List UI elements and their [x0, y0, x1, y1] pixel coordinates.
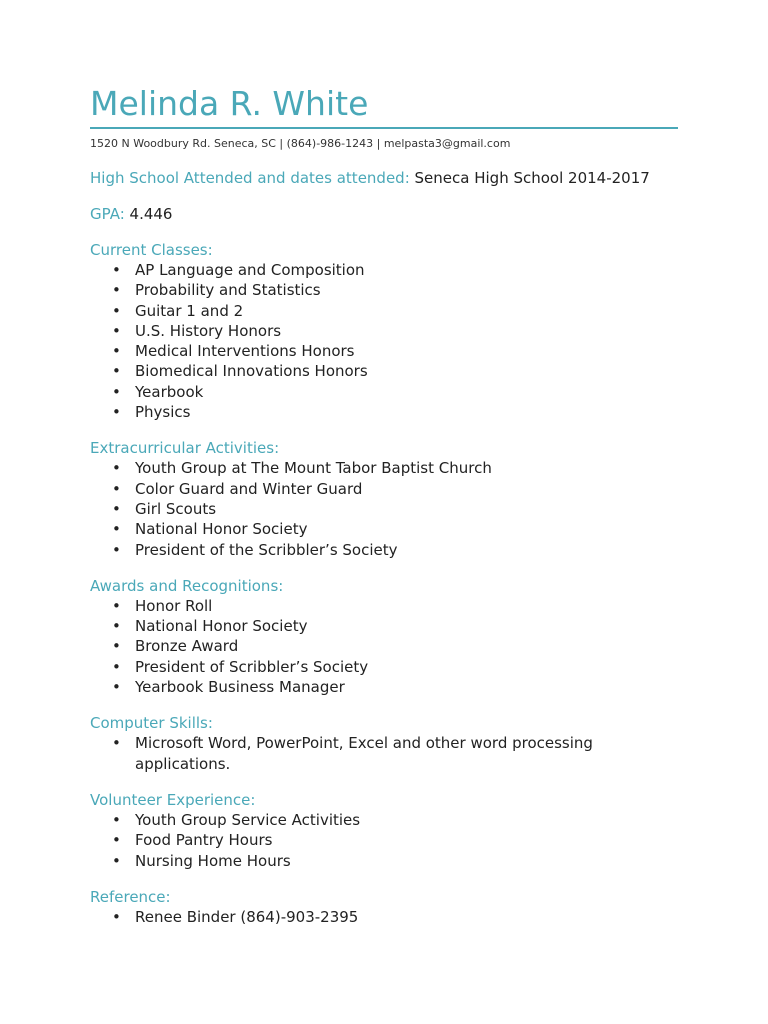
section-awards-and-recognitions [90, 576, 690, 697]
bullet-icon: • [112, 479, 121, 498]
list-item [90, 657, 605, 677]
bullet-icon: • [112, 499, 121, 518]
list-item-text: Yearbook Business Manager [135, 678, 345, 697]
resume-name: Melinda R. White [90, 84, 369, 123]
bullet-icon: • [112, 851, 121, 870]
bullet-icon: • [112, 657, 121, 676]
resume-body [90, 168, 690, 943]
bullet-icon: • [112, 362, 121, 381]
section-volunteer-experience [90, 790, 690, 871]
header-divider [90, 127, 678, 129]
high-school-label: High School Attended and dates attended: [90, 169, 410, 187]
section-heading: Computer Skills: [90, 714, 213, 733]
list-item [90, 830, 605, 850]
list-item [90, 519, 605, 539]
list-item-text: Nursing Home Hours [135, 851, 291, 870]
list-item [90, 260, 605, 280]
list-item-text: President of Scribbler’s Society [135, 657, 369, 676]
list-item-text: U.S. History Honors [135, 321, 282, 340]
list-item-text: Physics [135, 403, 191, 422]
section-list [90, 458, 690, 559]
bullet-icon: • [112, 617, 121, 636]
list-item [90, 733, 605, 774]
section-list [90, 907, 690, 927]
gpa-line [90, 204, 690, 224]
list-item [90, 636, 605, 656]
list-item-text: Medical Interventions Honors [135, 342, 355, 361]
resume-sections [90, 240, 690, 927]
bullet-icon: • [112, 810, 121, 829]
list-item-text: Youth Group Service Activities [135, 810, 361, 829]
bullet-icon: • [112, 678, 121, 697]
section-heading: Current Classes: [90, 241, 213, 259]
bullet-icon: • [112, 637, 121, 656]
list-item [90, 402, 605, 422]
section-heading: Awards and Recognitions: [90, 576, 284, 595]
list-item-text: Probability and Statistics [135, 281, 321, 300]
section-list [90, 596, 690, 697]
list-item [90, 499, 605, 519]
bullet-icon: • [112, 382, 121, 401]
list-item-text: Youth Group at The Mount Tabor Baptist Church [135, 459, 492, 478]
list-item [90, 616, 605, 636]
list-item-text: National Honor Society [135, 617, 308, 636]
list-item [90, 677, 605, 697]
list-item-text: Biomedical Innovations Honors [135, 362, 368, 381]
section-extracurricular-activities [90, 438, 690, 559]
list-item [90, 341, 605, 361]
list-item [90, 321, 605, 341]
list-item [90, 458, 605, 478]
section-heading: Reference: [90, 887, 171, 906]
list-item-text: Honor Roll [135, 596, 213, 615]
list-item [90, 479, 605, 499]
bullet-icon: • [112, 831, 121, 850]
high-school-line [90, 168, 690, 188]
bullet-icon: • [112, 540, 121, 559]
bullet-icon: • [112, 596, 121, 615]
list-item-text: Color Guard and Winter Guard [135, 479, 363, 498]
high-school-value: Seneca High School 2014-2017 [409, 169, 650, 187]
list-item-text: National Honor Society [135, 520, 308, 539]
section-heading: Extracurricular Activities: [90, 439, 280, 458]
bullet-icon: • [112, 520, 121, 539]
section-heading: Volunteer Experience: [90, 790, 256, 809]
section-computer-skills [90, 713, 690, 774]
list-item [90, 596, 605, 616]
list-item-text: AP Language and Composition [135, 261, 365, 279]
list-item-text: Renee Binder (864)-903-2395 [135, 907, 359, 926]
list-item-text: Bronze Award [135, 637, 239, 656]
list-item-text: Microsoft Word, PowerPoint, Excel and other word processing applications. [135, 734, 593, 773]
list-item-text: Guitar 1 and 2 [135, 301, 244, 320]
list-item [90, 540, 605, 560]
list-item [90, 382, 605, 402]
bullet-icon: • [112, 907, 121, 926]
list-item [90, 810, 605, 830]
bullet-icon: • [112, 342, 121, 361]
contact-info: 1520 N Woodbury Rd. Seneca, SC | (864)-986-1243 | melpasta3@gmail.com [90, 137, 511, 150]
list-item [90, 361, 605, 381]
section-current-classes [90, 240, 690, 422]
section-reference [90, 887, 690, 927]
list-item [90, 907, 605, 927]
list-item-text: President of the Scribbler’s Society [135, 540, 398, 559]
section-list [90, 733, 690, 774]
list-item [90, 301, 605, 321]
bullet-icon: • [112, 261, 121, 279]
list-item-text: Food Pantry Hours [135, 831, 273, 850]
bullet-icon: • [112, 301, 121, 320]
list-item-text: Girl Scouts [135, 499, 217, 518]
list-item [90, 851, 605, 871]
gpa-value: 4.446 [124, 205, 173, 223]
section-list [90, 260, 690, 422]
bullet-icon: • [112, 281, 121, 300]
bullet-icon: • [112, 321, 121, 340]
list-item-text: Yearbook [135, 382, 204, 401]
bullet-icon: • [112, 403, 121, 422]
section-list [90, 810, 690, 871]
gpa-label: GPA: [90, 205, 125, 223]
bullet-icon: • [112, 734, 121, 753]
bullet-icon: • [112, 459, 121, 478]
list-item [90, 280, 605, 300]
